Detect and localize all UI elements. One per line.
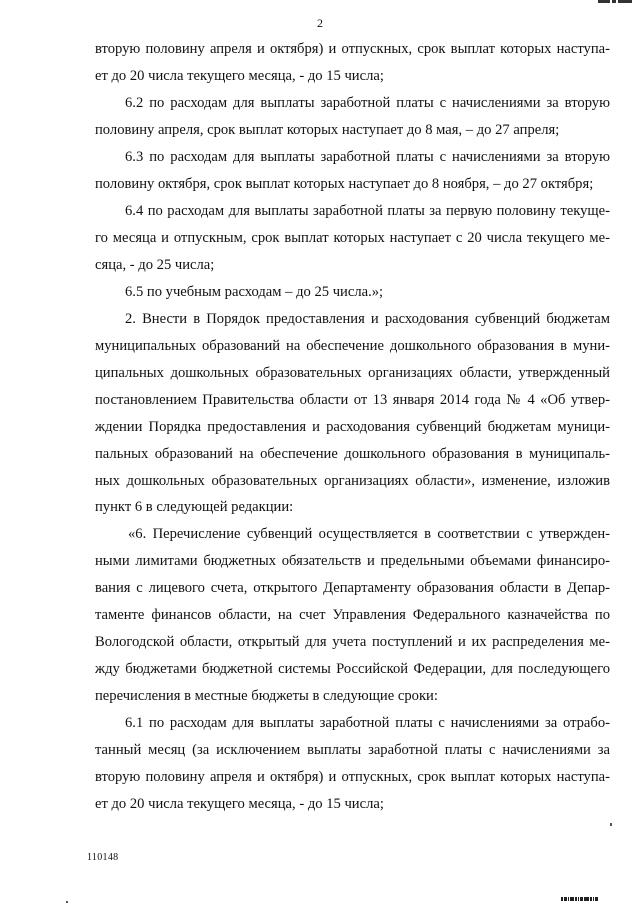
text-line: 6.1 по расходам для выплаты заработной платы с начислениями за отрабо- — [125, 715, 610, 732]
scan-speck — [66, 901, 68, 903]
text-line: 6.2 по расходам для выплаты заработной платы с начислениями за вторую — [125, 94, 610, 111]
text-line: танный месяц (за исключением выплаты заработной платы с начислениями за — [95, 742, 610, 759]
text-line: сяца, - до 25 числа; — [95, 256, 215, 273]
text-line: вторую половину апреля и октября) и отпускных, срок выплат которых наступа- — [95, 41, 610, 57]
text-line: ждении Порядка предоставления и расходования субвенций бюджетам муници- — [95, 418, 610, 435]
text-line: ципальных дошкольных образовательных организациях области, утвержденный — [95, 364, 610, 381]
text-line: пальных образований на обеспечение дошкольного образования в муниципаль- — [95, 445, 610, 462]
text-line: вторую половину апреля и октября) и отпускных, срок выплат которых наступа- — [95, 769, 610, 786]
text-line: таменте финансов области, на счет Управления Федерального казначейства по — [95, 607, 610, 624]
text-line: ными лимитами бюджетных обязательств и предельными объемами финансиро- — [95, 553, 610, 570]
scan-barcode-mark — [561, 897, 621, 901]
scan-corner-mark — [598, 0, 638, 10]
text-line: половину апреля, срок выплат которых наступает до 8 мая, – до 27 апреля; — [95, 121, 560, 138]
text-line: перечисления в местные бюджеты в следующие сроки: — [95, 688, 438, 705]
text-line: вания с лицевого счета, открытого Департаменту образования области в Депар- — [95, 580, 610, 597]
scan-speck — [610, 823, 612, 826]
text-line: 2. Внести в Порядок предоставления и расходования субвенций бюджетам — [125, 310, 610, 327]
document-code: 110148 — [87, 852, 119, 863]
text-line: жду бюджетами бюджетной системы Российской Федерации, для последующего — [95, 661, 610, 678]
text-line: ет до 20 числа текущего месяца, - до 15 числа; — [95, 796, 384, 813]
text-line: «6. Перечисление субвенций осуществляется в соответствии с утвержден- — [128, 526, 610, 543]
text-line: половину октября, срок выплат которых наступает до 8 ноября, – до 27 октября; — [95, 175, 594, 192]
text-line: 6.5 по учебным расходам – до 25 числа.»; — [125, 283, 384, 300]
document-body — [95, 36, 610, 818]
text-line: 6.4 по расходам для выплаты заработной платы за первую половину текуще- — [125, 202, 610, 219]
text-line: Вологодской области, открытый для учета поступлений и их распределения ме- — [95, 634, 610, 651]
text-line: ет до 20 числа текущего месяца, - до 15 числа; — [95, 67, 384, 84]
text-line: го месяца и отпускным, срок выплат которых наступает с 20 числа текущего ме- — [95, 229, 610, 246]
text-line: постановлением Правительства области от 13 января 2014 года № 4 «Об утвер- — [95, 391, 610, 408]
text-line: 6.3 по расходам для выплаты заработной платы с начислениями за вторую — [125, 148, 610, 165]
page-number: 2 — [317, 16, 323, 30]
text-line: ных дошкольных образовательных организациях области», изменение, изложив — [95, 472, 610, 489]
text-line: муниципальных образований на обеспечение дошкольного образования в муни- — [95, 337, 610, 354]
text-line: пункт 6 в следующей редакции: — [95, 499, 294, 516]
